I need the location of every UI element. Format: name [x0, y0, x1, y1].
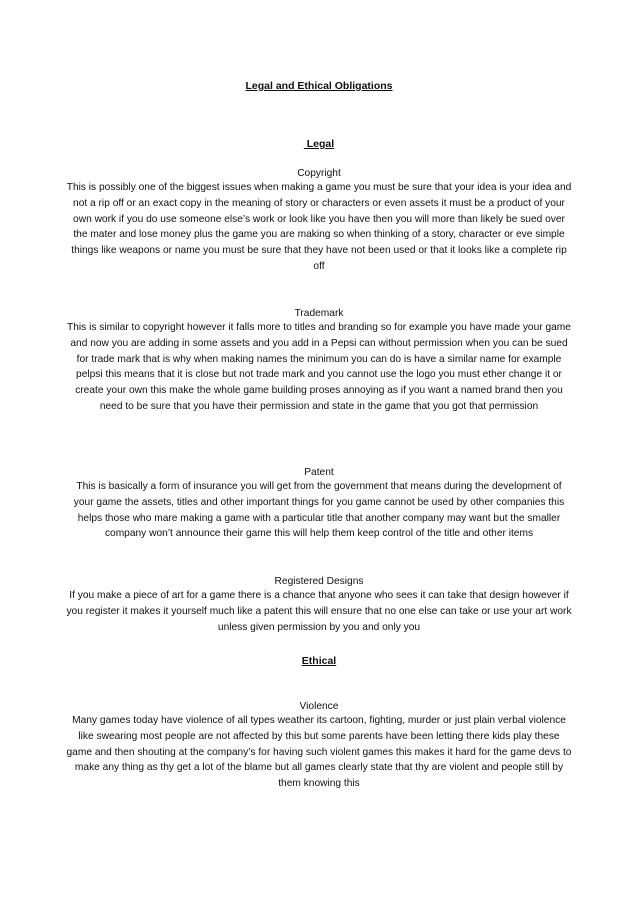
violence-paragraph: Many games today have violence of all types weather its cartoon, fighting, murder or just plain verbal violence like swearing most people are not affected by this but some parents have been letting there kids play these game and then shouting at the company’s for having such violent games this makes it hard for the game devs to make any thing as thy get a lot of the blame but all games clearly state that thy are violent and people still by them knowing this: [66, 715, 572, 790]
ethical-heading: Ethical: [301, 655, 337, 667]
trademark-paragraph: This is similar to copyright however it falls more to titles and branding so for example you have made your game and now you are adding in some assets and you add in a Pepsi can without permission when you can be sued for trade mark that is why when making names the minimum you can do is have a similar name for example pelpsi this means that it is close but not trade mark and you cannot use the logo you must ether change it or create your own this make the whole game building proses annoying as if you want a named brand then you need to be sure that you have their permission and state in the game that you got that permission: [67, 322, 571, 412]
document-title: Legal and Ethical Obligations: [245, 80, 393, 92]
registered-designs-paragraph: If you make a piece of art for a game there is a chance that anyone who sees it can take that design however if you register it makes it yourself much like a patent this will ensure that no one else can take or use your art work unless given permission by you and only you: [66, 590, 572, 633]
violence-heading: Violence: [299, 701, 339, 712]
registered-designs-heading: Registered Designs: [274, 576, 364, 587]
patent-paragraph: This is basically a form of insurance you will get from the government that means during the development of your game the assets, titles and other important things for you game cannot be used by other companies this helps those who mare making a game with a particular title that another company may want but the smaller company won’t announce their game this will help them keep control of the title and other items: [73, 481, 565, 540]
patent-heading: Patent: [304, 467, 334, 478]
legal-heading: Legal: [303, 138, 335, 150]
copyright-heading: Copyright: [297, 168, 341, 179]
copyright-paragraph: This is possibly one of the biggest issues when making a game you must be sure that your idea is your idea and not a rip off or an exact copy in the meaning of story or characters or even assets it must be a product of your own work if you do use someone else’s work or look like you have then you will more than likely be sued over the mater and lose money plus the game you are making so when thinking of a story, character or eve simple things like weapons or name you must be sure that they have not been used or that it looks like a complete rip off: [66, 182, 572, 272]
trademark-heading: Trademark: [294, 308, 344, 319]
